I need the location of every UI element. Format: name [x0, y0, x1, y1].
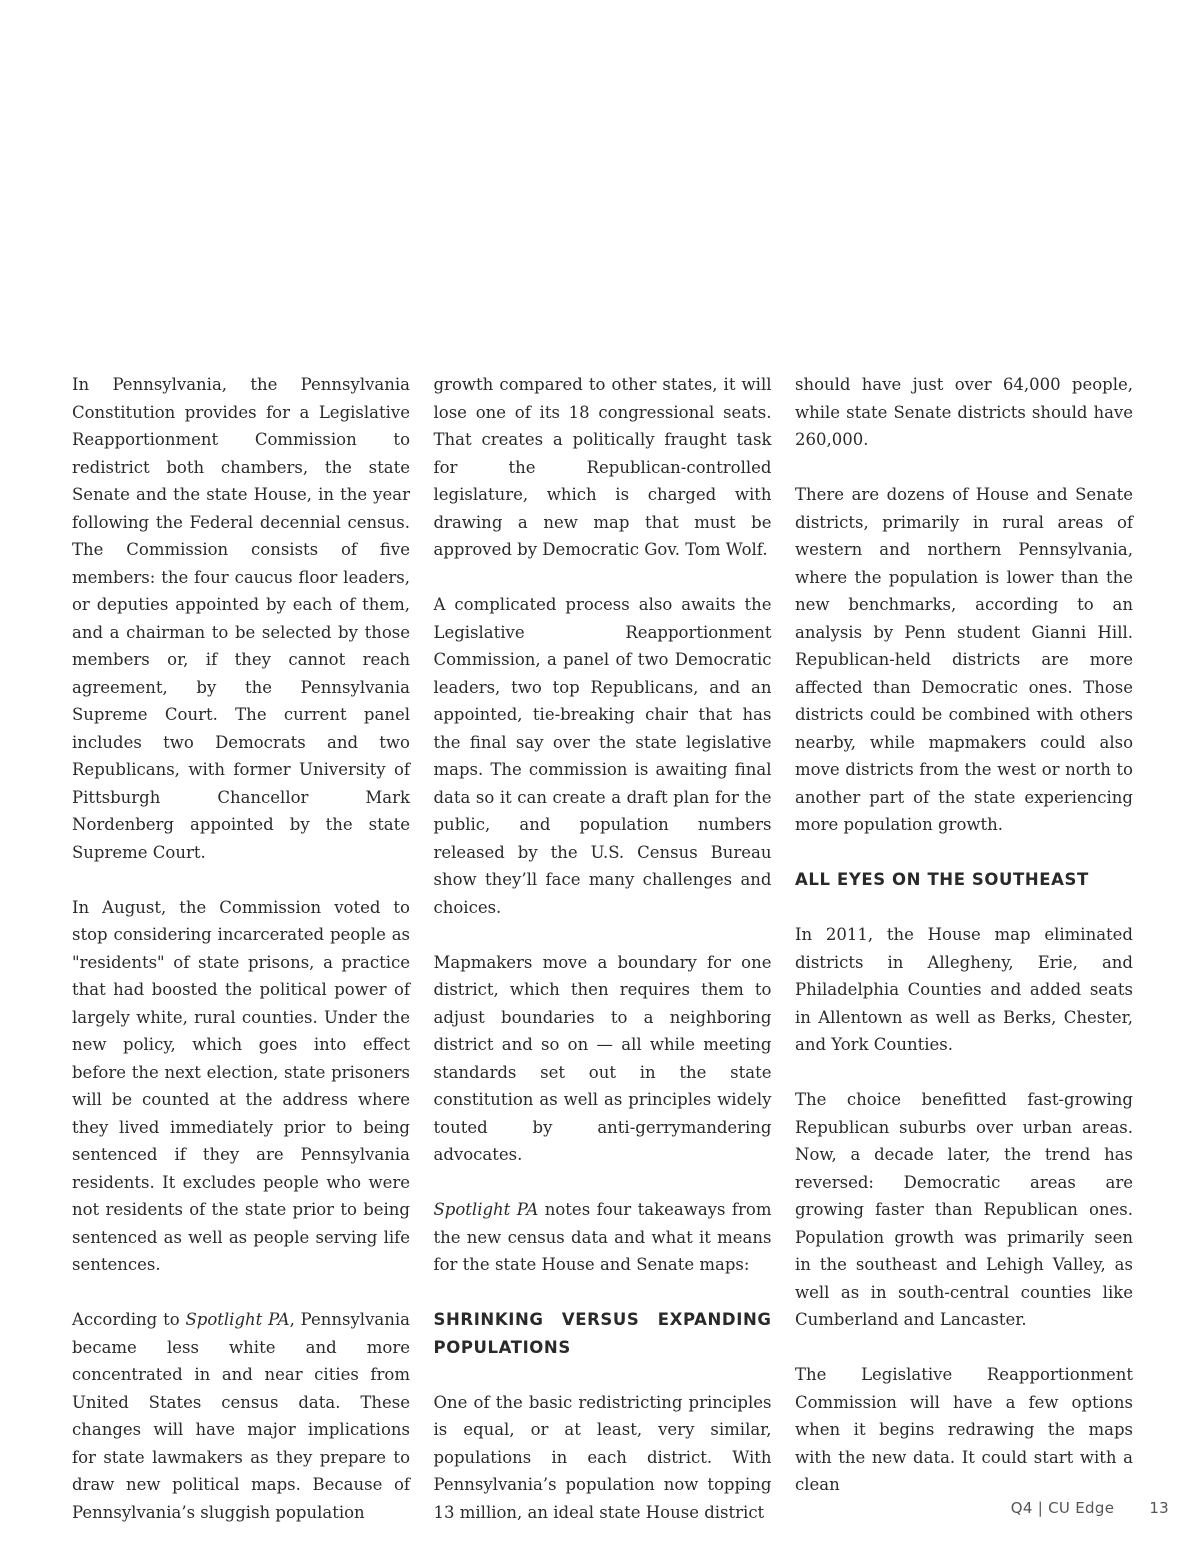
paragraph: In Pennsylvania, the Pennsylvania Constitution provides for a Legislative Reapportionment Commission to redistrict both chambers, the state Senate and the state House, in the year following the Federal decennial census. The Commission consists of five members: the four caucus floor leaders, or deputies appointed by each of them, and a chairman to be selected by those members or, if they cannot reach agreement, by the Pennsylvania Supreme Court. The current panel includes two Democrats and two Republicans, with former University of Pittsburgh Chancellor Mark Nordenberg appointed by the state Supreme Court.: [72, 375, 410, 862]
paragraph: should have just over 64,000 people, while state Senate districts should have 260,000.: [795, 375, 1133, 449]
section-heading-shrinking: [434, 1306, 772, 1361]
publication-name: Spotlight PA: [433, 1200, 539, 1219]
paragraph: The Legislative Reapportionment Commission will have a few options when it begins redrawing the maps with the new data. It could start with a clean: [795, 1365, 1133, 1494]
publication-label: Q4 | CU Edge: [1010, 1499, 1115, 1517]
paragraph: [434, 1196, 772, 1279]
paragraph: growth compared to other states, it will lose one of its 18 congressional seats. That creates a politically fraught task for the Republican-controlled legislature, which is charged with drawing a new map that must be approved by Democratic Gov. Tom Wolf.: [433, 375, 772, 559]
paragraph: [72, 1306, 410, 1526]
text-run: notes four takeaways from the new census data and what it means for the state House and Senate maps:: [433, 1200, 772, 1274]
page-number: 13: [1149, 1499, 1169, 1517]
publication-name: Spotlight PA: [185, 1310, 290, 1329]
paragraph: One of the basic redistricting principles is equal, or at least, very similar, populations in each district. With Pennsylvania’s population now topping 13 million, an ideal state House district: [433, 1392, 772, 1522]
paragraph: A complicated process also awaits the Legislative Reapportionment Commission, a panel of two Democratic leaders, two top Republicans, and an appointed, tie-breaking chair that has the final say over the state legislative maps. The commission is awaiting final data so it can create a draft plan for the public, and population numbers released by the U.S. Census Bureau show they’ll face many challenges and choices.: [433, 595, 772, 917]
heading-line: POPULATIONS: [433, 1337, 571, 1357]
paragraph: Mapmakers move a boundary for one district, which then requires them to adjust boundaries to a neighboring district and so on — all while meeting standards set out in the state constitution as well as principles widely touted by anti-gerrymandering advocates.: [433, 952, 772, 1164]
paragraph: There are dozens of House and Senate districts, primarily in rural areas of western and northern Pennsylvania, where the population is lower than the new benchmarks, according to an analysis by Penn student Gianni Hill. Republican-held districts are more affected than Democratic ones. Those districts could be combined with others nearby, while mapmakers could also move districts from the west or north to another part of the state experiencing more population growth.: [795, 485, 1133, 834]
column-2: [434, 371, 772, 1526]
column-1: [72, 371, 410, 1526]
section-heading-southeast: ALL EYES ON THE SOUTHEAST: [795, 870, 1089, 889]
paragraph: In August, the Commission voted to stop considering incarcerated people as "residents" of state prisons, a practice that had boosted the political power of largely white, rural counties. Under the new policy, which goes into effect before the next election, state prisoners will be counted at the address where they lived immediately prior to being sentenced if they are Pennsylvania residents. It excludes people who were not residents of the state prior to being sentenced as well as people serving life sentences.: [72, 897, 410, 1274]
page-footer: [1011, 1499, 1169, 1517]
text-run: , Pennsylvania became less white and more concentrated in and near cities from United States census data. These changes will have major implications for state lawmakers as they prepare to draw new political maps. Because of Pennsylvania’s sluggish population: [72, 1310, 410, 1522]
heading-line: SHRINKING VERSUS EXPANDING: [433, 1310, 772, 1329]
paragraph: The choice benefitted fast-growing Republican suburbs over urban areas. Now, a decade later, the trend has reversed: Democratic areas are growing faster than Republican ones. Population growth was primarily seen in the southeast and Lehigh Valley, as well as in south-central counties like Cumberland and Lancaster.: [795, 1090, 1133, 1329]
column-3: [795, 371, 1133, 1526]
article-body: [72, 371, 1133, 1526]
paragraph: In 2011, the House map eliminated districts in Allegheny, Erie, and Philadelphia Counties and added seats in Allentown as well as Berks, Chester, and York Counties.: [795, 925, 1133, 1054]
text-run: According to: [72, 1310, 186, 1329]
